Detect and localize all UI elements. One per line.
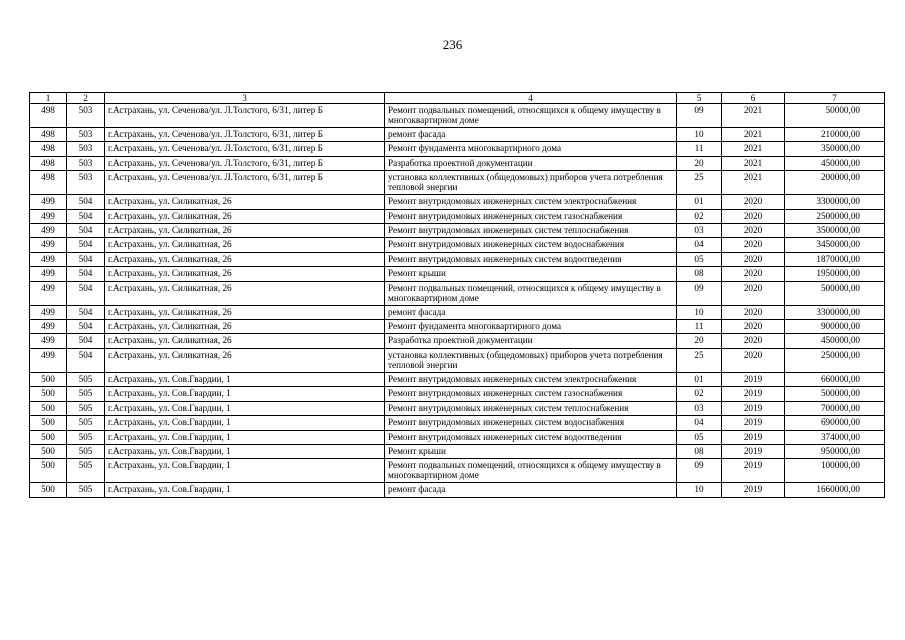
year-cell: 2020	[722, 320, 785, 334]
year-cell: 2019	[722, 430, 785, 444]
work-type-cell: Ремонт внутридомовых инженерных систем теплоснабжения	[385, 401, 677, 415]
work-type-cell: установка коллективных (общедомовых) приборов учета потребления тепловой энергии	[385, 348, 677, 372]
cost-cell: 450000,00	[785, 334, 885, 348]
table-row	[30, 281, 885, 305]
column-number-1: 1	[30, 93, 67, 104]
row-index-cell: 499	[30, 334, 67, 348]
table-row	[30, 305, 885, 319]
house-id-cell: 505	[67, 444, 105, 458]
cost-cell: 3500000,00	[785, 224, 885, 238]
column-number-6: 6	[722, 93, 785, 104]
cost-cell: 1950000,00	[785, 267, 885, 281]
address-cell: г.Астрахань, ул. Сеченова/ул. Л.Толстого, 6/31, литер Б	[105, 156, 385, 170]
year-cell: 2019	[722, 401, 785, 415]
year-cell: 2020	[722, 267, 785, 281]
address-cell: г.Астрахань, ул. Силикатная, 26	[105, 252, 385, 266]
work-type-cell: Ремонт внутридомовых инженерных систем водоснабжения	[385, 416, 677, 430]
work-code-cell: 05	[677, 252, 722, 266]
work-code-cell: 02	[677, 387, 722, 401]
cost-cell: 500000,00	[785, 387, 885, 401]
table-row	[30, 320, 885, 334]
work-type-cell: Ремонт фундамента многоквартирного дома	[385, 142, 677, 156]
house-id-cell: 505	[67, 372, 105, 386]
house-id-cell: 503	[67, 156, 105, 170]
table-row	[30, 142, 885, 156]
row-index-cell: 499	[30, 320, 67, 334]
column-number-2: 2	[67, 93, 105, 104]
work-type-cell: Разработка проектной документации	[385, 156, 677, 170]
house-id-cell: 504	[67, 224, 105, 238]
address-cell: г.Астрахань, ул. Силикатная, 26	[105, 224, 385, 238]
row-index-cell: 499	[30, 238, 67, 252]
work-code-cell: 11	[677, 142, 722, 156]
house-id-cell: 504	[67, 334, 105, 348]
work-type-cell: Ремонт внутридомовых инженерных систем газоснабжения	[385, 209, 677, 223]
row-index-cell: 498	[30, 104, 67, 128]
address-cell: г.Астрахань, ул. Сеченова/ул. Л.Толстого, 6/31, литер Б	[105, 104, 385, 128]
work-type-cell: Ремонт крыши	[385, 267, 677, 281]
cost-cell: 1660000,00	[785, 483, 885, 497]
year-cell: 2019	[722, 416, 785, 430]
house-id-cell: 504	[67, 195, 105, 209]
year-cell: 2020	[722, 281, 785, 305]
year-cell: 2021	[722, 156, 785, 170]
work-type-cell: Ремонт фундамента многоквартирного дома	[385, 320, 677, 334]
column-number-row	[30, 93, 885, 104]
row-index-cell: 499	[30, 267, 67, 281]
table-row	[30, 238, 885, 252]
cost-cell: 3300000,00	[785, 195, 885, 209]
work-code-cell: 01	[677, 372, 722, 386]
work-code-cell: 03	[677, 224, 722, 238]
cost-cell: 200000,00	[785, 171, 885, 195]
house-id-cell: 505	[67, 483, 105, 497]
table-row	[30, 267, 885, 281]
cost-cell: 210000,00	[785, 128, 885, 142]
table-row	[30, 444, 885, 458]
address-cell: г.Астрахань, ул. Сеченова/ул. Л.Толстого, 6/31, литер Б	[105, 171, 385, 195]
table-row	[30, 156, 885, 170]
address-cell: г.Астрахань, ул. Силикатная, 26	[105, 267, 385, 281]
house-id-cell: 503	[67, 142, 105, 156]
house-id-cell: 505	[67, 430, 105, 444]
row-index-cell: 500	[30, 483, 67, 497]
table-row	[30, 104, 885, 128]
row-index-cell: 499	[30, 305, 67, 319]
work-type-cell: Ремонт подвальных помещений, относящихся к общему имуществу в многоквартирном доме	[385, 104, 677, 128]
address-cell: г.Астрахань, ул. Силикатная, 26	[105, 320, 385, 334]
work-type-cell: Ремонт внутридомовых инженерных систем электроснабжения	[385, 195, 677, 209]
column-number-4: 4	[385, 93, 677, 104]
house-id-cell: 505	[67, 416, 105, 430]
cost-cell: 450000,00	[785, 156, 885, 170]
house-id-cell: 504	[67, 238, 105, 252]
cost-cell: 900000,00	[785, 320, 885, 334]
work-type-cell: Ремонт подвальных помещений, относящихся к общему имуществу в многоквартирном доме	[385, 281, 677, 305]
row-index-cell: 500	[30, 459, 67, 483]
work-code-cell: 03	[677, 401, 722, 415]
table-row	[30, 416, 885, 430]
work-code-cell: 25	[677, 171, 722, 195]
row-index-cell: 500	[30, 416, 67, 430]
cost-cell: 100000,00	[785, 459, 885, 483]
house-id-cell: 505	[67, 401, 105, 415]
cost-cell: 2500000,00	[785, 209, 885, 223]
work-type-cell: Ремонт крыши	[385, 444, 677, 458]
address-cell: г.Астрахань, ул. Сов.Гвардии, 1	[105, 401, 385, 415]
row-index-cell: 500	[30, 401, 67, 415]
work-code-cell: 20	[677, 156, 722, 170]
year-cell: 2021	[722, 142, 785, 156]
register-table	[29, 92, 885, 498]
work-type-cell: Ремонт внутридомовых инженерных систем водоотведения	[385, 430, 677, 444]
row-index-cell: 499	[30, 209, 67, 223]
work-code-cell: 04	[677, 416, 722, 430]
year-cell: 2019	[722, 387, 785, 401]
work-code-cell: 20	[677, 334, 722, 348]
row-index-cell: 499	[30, 195, 67, 209]
table-row	[30, 224, 885, 238]
cost-cell: 1870000,00	[785, 252, 885, 266]
work-code-cell: 10	[677, 483, 722, 497]
row-index-cell: 499	[30, 224, 67, 238]
address-cell: г.Астрахань, ул. Сов.Гвардии, 1	[105, 483, 385, 497]
address-cell: г.Астрахань, ул. Сеченова/ул. Л.Толстого, 6/31, литер Б	[105, 128, 385, 142]
table-row	[30, 430, 885, 444]
cost-cell: 500000,00	[785, 281, 885, 305]
work-code-cell: 02	[677, 209, 722, 223]
address-cell: г.Астрахань, ул. Силикатная, 26	[105, 238, 385, 252]
address-cell: г.Астрахань, ул. Сов.Гвардии, 1	[105, 430, 385, 444]
address-cell: г.Астрахань, ул. Силикатная, 26	[105, 348, 385, 372]
year-cell: 2020	[722, 209, 785, 223]
year-cell: 2019	[722, 459, 785, 483]
row-index-cell: 499	[30, 348, 67, 372]
register-body	[30, 93, 885, 498]
year-cell: 2019	[722, 372, 785, 386]
work-code-cell: 05	[677, 430, 722, 444]
house-id-cell: 504	[67, 209, 105, 223]
table-row	[30, 459, 885, 483]
table-row	[30, 483, 885, 497]
cost-cell: 3300000,00	[785, 305, 885, 319]
table-row	[30, 334, 885, 348]
work-type-cell: Ремонт внутридомовых инженерных систем теплоснабжения	[385, 224, 677, 238]
work-code-cell: 08	[677, 444, 722, 458]
work-type-cell: Ремонт внутридомовых инженерных систем водоотведения	[385, 252, 677, 266]
work-code-cell: 09	[677, 281, 722, 305]
row-index-cell: 500	[30, 444, 67, 458]
work-type-cell: ремонт фасада	[385, 483, 677, 497]
house-id-cell: 504	[67, 252, 105, 266]
year-cell: 2020	[722, 252, 785, 266]
cost-cell: 50000,00	[785, 104, 885, 128]
work-type-cell: Ремонт внутридомовых инженерных систем водоснабжения	[385, 238, 677, 252]
cost-cell: 660000,00	[785, 372, 885, 386]
year-cell: 2020	[722, 305, 785, 319]
work-code-cell: 01	[677, 195, 722, 209]
cost-cell: 700000,00	[785, 401, 885, 415]
work-type-cell: Ремонт внутридомовых инженерных систем электроснабжения	[385, 372, 677, 386]
row-index-cell: 500	[30, 430, 67, 444]
work-type-cell: ремонт фасада	[385, 305, 677, 319]
work-code-cell: 04	[677, 238, 722, 252]
work-code-cell: 08	[677, 267, 722, 281]
table-row	[30, 401, 885, 415]
row-index-cell: 498	[30, 142, 67, 156]
table-row	[30, 348, 885, 372]
work-type-cell: установка коллективных (общедомовых) приборов учета потребления тепловой энергии	[385, 171, 677, 195]
address-cell: г.Астрахань, ул. Сов.Гвардии, 1	[105, 444, 385, 458]
work-code-cell: 10	[677, 305, 722, 319]
row-index-cell: 499	[30, 252, 67, 266]
house-id-cell: 505	[67, 387, 105, 401]
house-id-cell: 503	[67, 128, 105, 142]
address-cell: г.Астрахань, ул. Силикатная, 26	[105, 281, 385, 305]
table-row	[30, 372, 885, 386]
work-type-cell: Разработка проектной документации	[385, 334, 677, 348]
address-cell: г.Астрахань, ул. Сов.Гвардии, 1	[105, 387, 385, 401]
cost-cell: 374000,00	[785, 430, 885, 444]
address-cell: г.Астрахань, ул. Сов.Гвардии, 1	[105, 459, 385, 483]
address-cell: г.Астрахань, ул. Сов.Гвардии, 1	[105, 416, 385, 430]
row-index-cell: 498	[30, 171, 67, 195]
row-index-cell: 499	[30, 281, 67, 305]
address-cell: г.Астрахань, ул. Силикатная, 26	[105, 334, 385, 348]
year-cell: 2020	[722, 238, 785, 252]
cost-cell: 950000,00	[785, 444, 885, 458]
table-row	[30, 387, 885, 401]
table-row	[30, 195, 885, 209]
cost-cell: 250000,00	[785, 348, 885, 372]
cost-cell: 690000,00	[785, 416, 885, 430]
table-row	[30, 171, 885, 195]
row-index-cell: 500	[30, 387, 67, 401]
page-number: 236	[442, 37, 463, 52]
year-cell: 2019	[722, 483, 785, 497]
table-row	[30, 128, 885, 142]
house-id-cell: 504	[67, 320, 105, 334]
year-cell: 2021	[722, 128, 785, 142]
house-id-cell: 504	[67, 267, 105, 281]
year-cell: 2020	[722, 195, 785, 209]
work-type-cell: Ремонт внутридомовых инженерных систем газоснабжения	[385, 387, 677, 401]
house-id-cell: 503	[67, 171, 105, 195]
address-cell: г.Астрахань, ул. Сеченова/ул. Л.Толстого, 6/31, литер Б	[105, 142, 385, 156]
work-type-cell: Ремонт подвальных помещений, относящихся к общему имуществу в многоквартирном доме	[385, 459, 677, 483]
year-cell: 2021	[722, 171, 785, 195]
work-type-cell: ремонт фасада	[385, 128, 677, 142]
year-cell: 2019	[722, 444, 785, 458]
row-index-cell: 498	[30, 156, 67, 170]
year-cell: 2020	[722, 224, 785, 238]
house-id-cell: 504	[67, 281, 105, 305]
year-cell: 2021	[722, 104, 785, 128]
house-id-cell: 503	[67, 104, 105, 128]
column-number-7: 7	[785, 93, 885, 104]
work-code-cell: 25	[677, 348, 722, 372]
house-id-cell: 505	[67, 459, 105, 483]
address-cell: г.Астрахань, ул. Сов.Гвардии, 1	[105, 372, 385, 386]
address-cell: г.Астрахань, ул. Силикатная, 26	[105, 209, 385, 223]
address-cell: г.Астрахань, ул. Силикатная, 26	[105, 305, 385, 319]
column-number-5: 5	[677, 93, 722, 104]
work-code-cell: 09	[677, 104, 722, 128]
table-row	[30, 209, 885, 223]
cost-cell: 3450000,00	[785, 238, 885, 252]
house-id-cell: 504	[67, 305, 105, 319]
row-index-cell: 498	[30, 128, 67, 142]
year-cell: 2020	[722, 334, 785, 348]
column-number-3: 3	[105, 93, 385, 104]
address-cell: г.Астрахань, ул. Силикатная, 26	[105, 195, 385, 209]
work-code-cell: 10	[677, 128, 722, 142]
work-code-cell: 09	[677, 459, 722, 483]
row-index-cell: 500	[30, 372, 67, 386]
year-cell: 2020	[722, 348, 785, 372]
house-id-cell: 504	[67, 348, 105, 372]
table-row	[30, 252, 885, 266]
cost-cell: 350000,00	[785, 142, 885, 156]
work-code-cell: 11	[677, 320, 722, 334]
